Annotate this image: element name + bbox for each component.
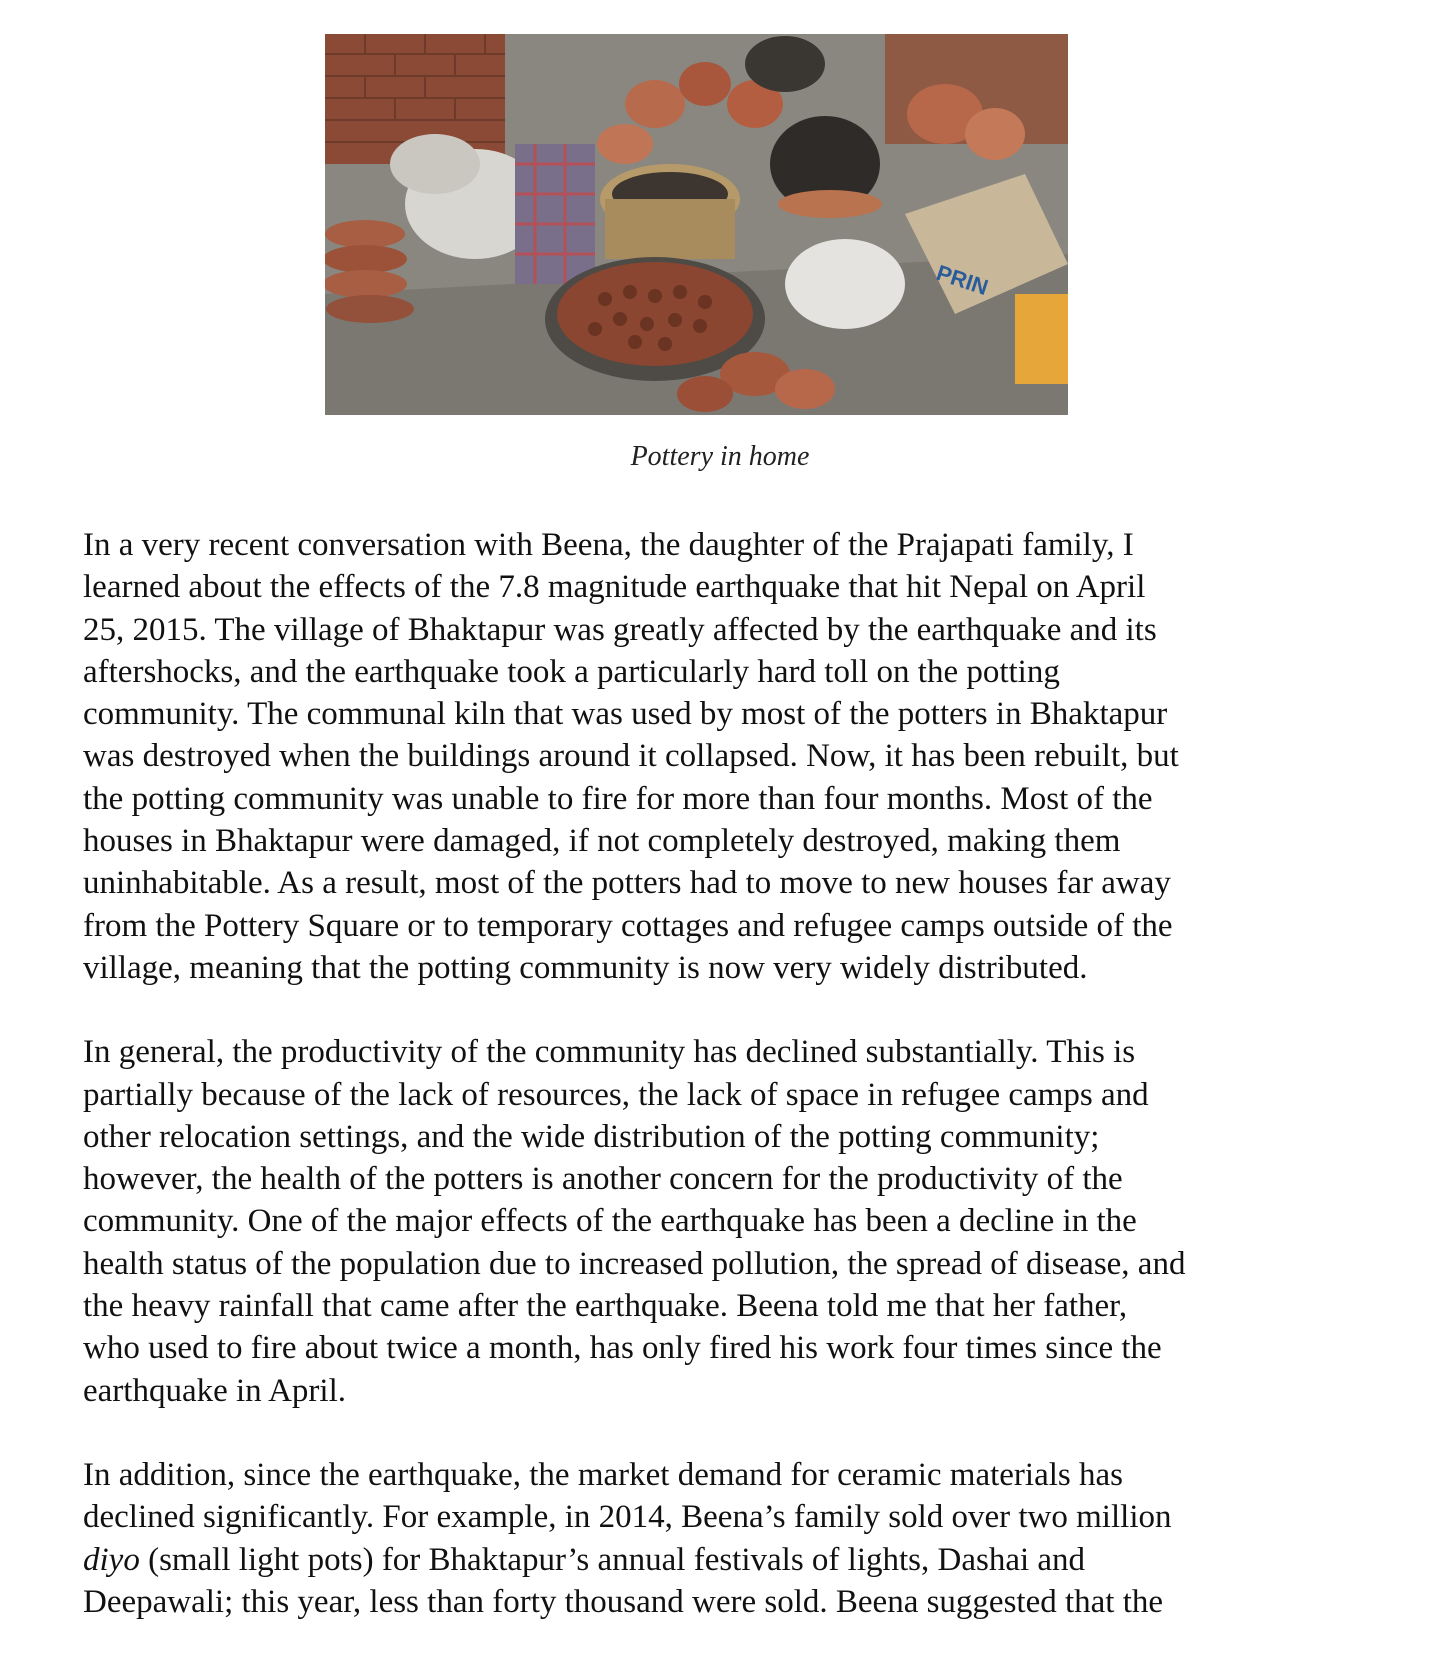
text-line: aftershocks, and the earthquake took a particularly hard toll on the potting	[83, 653, 1060, 690]
pottery-photo-illustration	[325, 34, 1068, 415]
figure-caption: Pottery in home	[630, 441, 810, 472]
text-line: In addition, since the earthquake, the market demand for ceramic materials has	[83, 1456, 1123, 1493]
text-line: health status of the population due to increased pollution, the spread of disease, and	[83, 1245, 1186, 1282]
text-line: community. One of the major effects of the earthquake has been a decline in the	[83, 1203, 1137, 1240]
italic-term-diyo: diyo	[83, 1541, 140, 1578]
pottery-photo	[325, 34, 1068, 415]
text-line: the potting community was unable to fire for more than four months. Most of the	[83, 780, 1153, 817]
box-printed-text: PRIN	[933, 259, 992, 300]
text-line: 25, 2015. The village of Bhaktapur was greatly affected by the earthquake and its	[83, 611, 1157, 648]
text-line: uninhabitable. As a result, most of the potters had to move to new houses far away	[83, 865, 1171, 902]
article-body	[83, 524, 1343, 1665]
text-line: however, the health of the potters is another concern for the productivity of the	[83, 1161, 1123, 1198]
text-line: community. The communal kiln that was used by most of the potters in Bhaktapur	[83, 696, 1168, 733]
text-line: partially because of the lack of resources, the lack of space in refugee camps and	[83, 1076, 1149, 1113]
text-line: In a very recent conversation with Beena, the daughter of the Prajapati family, I	[83, 527, 1134, 563]
text-line: learned about the effects of the 7.8 magnitude earthquake that hit Nepal on April	[83, 569, 1146, 606]
paragraph-2	[83, 1031, 1343, 1412]
text-line: who used to fire about twice a month, has only fired his work four times since the	[83, 1330, 1162, 1367]
text-line	[83, 1539, 1343, 1581]
paragraph-1	[83, 524, 1343, 989]
text-line-rest: (small light pots) for Bhaktapur’s annual festivals of lights, Dashai and	[139, 1541, 1086, 1578]
text-line: other relocation settings, and the wide distribution of the potting community;	[83, 1118, 1100, 1155]
text-line: In general, the productivity of the community has declined substantially. This is	[83, 1034, 1136, 1071]
text-line: earthquake in April.	[83, 1372, 347, 1409]
text-line: Deepawali; this year, less than forty thousand were sold. Beena suggested that the	[83, 1583, 1164, 1620]
text-line: houses in Bhaktapur were damaged, if not completely destroyed, making them	[83, 823, 1121, 860]
text-line: declined significantly. For example, in 2014, Beena’s family sold over two million	[83, 1499, 1172, 1536]
text-line: the heavy rainfall that came after the earthquake. Beena told me that her father,	[83, 1288, 1128, 1325]
text-line: from the Pottery Square or to temporary cottages and refugee camps outside of the	[83, 907, 1173, 944]
text-line: village, meaning that the potting community is now very widely distributed.	[83, 949, 1088, 986]
paragraph-3	[83, 1454, 1343, 1623]
text-line: was destroyed when the buildings around it collapsed. Now, it has been rebuilt, but	[83, 738, 1179, 775]
